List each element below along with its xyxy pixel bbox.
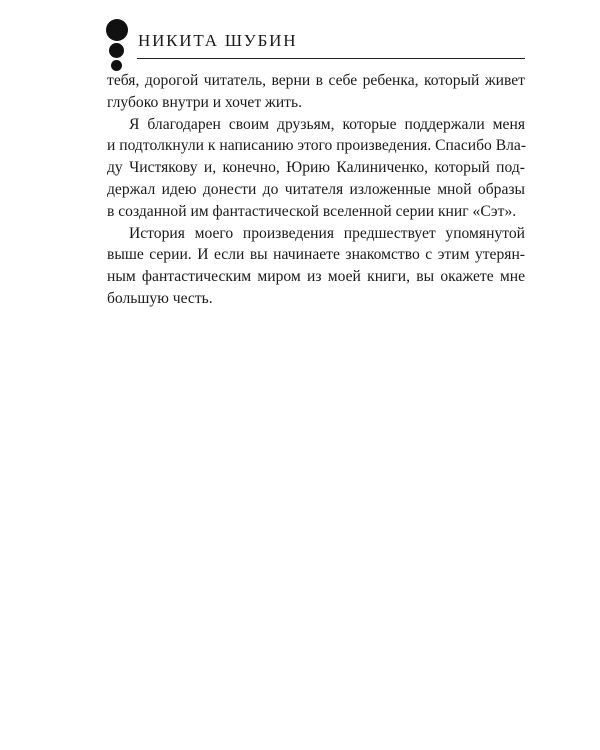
paragraph <box>107 114 525 223</box>
ornament-dot-medium <box>109 43 124 58</box>
header-rule <box>137 58 525 59</box>
running-head-author: НИКИТА ШУБИН <box>138 31 298 50</box>
text-line: большую честь. <box>107 289 213 307</box>
paragraph <box>107 223 525 310</box>
text-line: держал идею донести до читателя изложенные мной образы <box>107 180 525 198</box>
paragraph <box>107 70 525 114</box>
text-line: Я благодарен своим друзьям, которые поддержали меня <box>129 115 525 133</box>
text-line: выше серии. И если вы начинаете знакомство с этим утерян- <box>107 246 525 264</box>
text-line: ду Чистякову и, конечно, Юрию Калиниченко, который под- <box>107 159 525 177</box>
text-line: ным фантастическим миром из моей книги, вы окажете мне <box>107 268 525 286</box>
text-line: в созданной им фантастической вселенной серии книг «Сэт». <box>107 202 517 220</box>
text-line: История моего произведения предшествует упомянутой <box>129 224 525 242</box>
text-line: и подтолкнули к написанию этого произведения. Спасибо Вла- <box>107 137 527 155</box>
text-line: глубоко внутри и хочет жить. <box>107 93 302 111</box>
text-line: тебя, дорогой читатель, верни в себе ребенка, который живет <box>107 72 525 89</box>
body-text <box>107 70 525 310</box>
ornament-dot-large <box>106 19 128 41</box>
header-ornament-dots <box>103 19 133 69</box>
